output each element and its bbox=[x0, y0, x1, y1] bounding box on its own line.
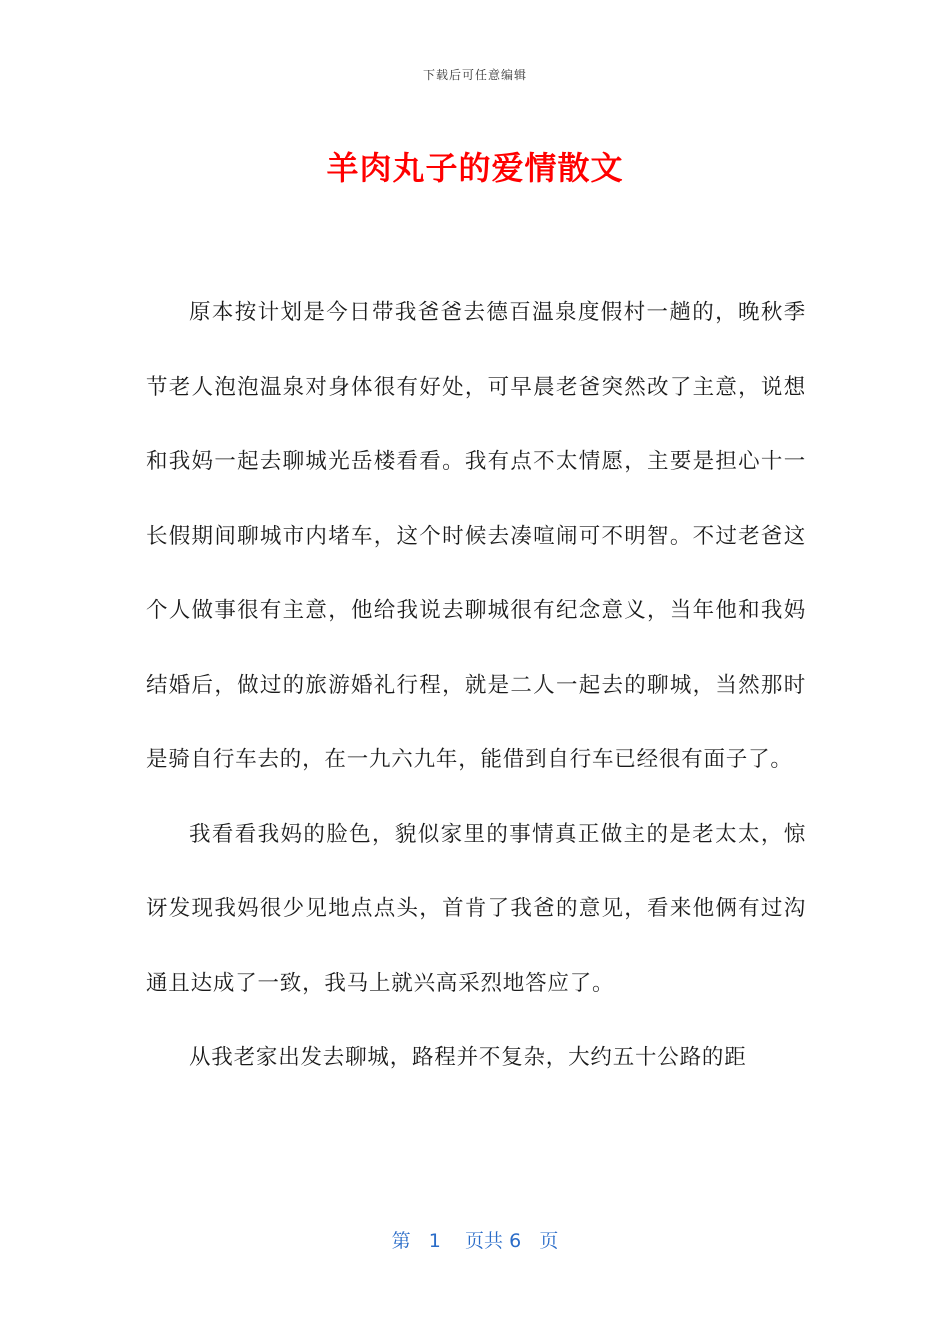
footer-page-number: 1 bbox=[428, 1230, 441, 1252]
page-footer bbox=[0, 1226, 950, 1253]
paragraph-2: 我看看我妈的脸色，貌似家里的事情真正做主的是老太太，惊讶发现我妈很少见地点点头，首肯了我爸的意见，看来他俩有过沟通且达成了一致，我马上就兴高采烈地答应了。 bbox=[146, 821, 806, 996]
page-title: 羊肉丸子的爱情散文 bbox=[326, 149, 624, 187]
body-text bbox=[146, 276, 806, 1096]
footer-total-pages: 6 bbox=[509, 1230, 522, 1252]
footer-suffix: 页 bbox=[539, 1230, 559, 1252]
footer-prefix: 第 bbox=[391, 1230, 411, 1252]
paragraph-1: 原本按计划是今日带我爸爸去德百温泉度假村一趟的，晚秋季节老人泡泡温泉对身体很有好处，可早晨老爸突然改了主意，说想和我妈一起去聊城光岳楼看看。我有点不太情愿，主要是担心十一长假期间聊城市内堵车，这个时候去凑喧闹可不明智。不过老爸这个人做事很有主意，他给我说去聊城很有纪念意义，当年他和我妈结婚后，做过的旅游婚礼行程，就是二人一起去的聊城，当然那时是骑自行车去的，在一九六九年，能借到自行车已经很有面子了。 bbox=[146, 300, 806, 772]
paragraph-3: 从我老家出发去聊城，路程并不复杂，大约五十公路的距 bbox=[189, 1045, 747, 1070]
header-note: 下载后可任意编辑 bbox=[422, 68, 527, 82]
footer-middle: 页共 bbox=[465, 1230, 504, 1252]
